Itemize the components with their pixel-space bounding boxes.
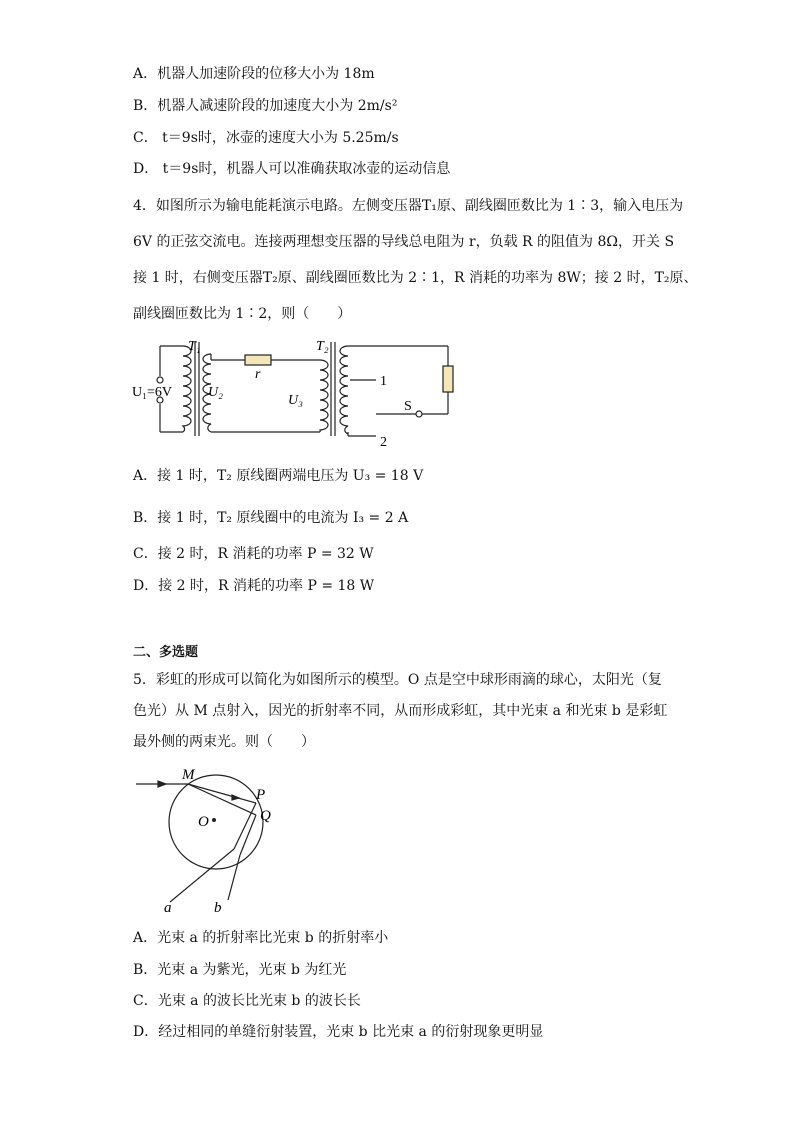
ray-a-label: a (164, 900, 172, 915)
q5-stem-line2: 色光）从 M 点射入，因光的折射率不同，从而形成彩虹，其中光束 a 和光束 b 是彩虹 (133, 703, 668, 719)
switch-label: S (404, 399, 412, 414)
t2-label: T₂ (316, 339, 329, 354)
q5-raindrop-figure (128, 765, 288, 915)
q4-stem-line4: 副线圈匝数比为 1∶2，则（ ） (133, 306, 352, 322)
q4-option-a: A．接 1 时，T₂ 原线圈两端电压为 U₃ = 18 V (133, 468, 424, 484)
t1-label: T₁ (188, 339, 201, 354)
q4-stem-line1: 4．如图所示为输电能耗演示电路。左侧变压器T₁原、副线圈匝数比为 1∶3，输入电压为 (133, 198, 684, 214)
q4-circuit-figure (128, 334, 468, 454)
u1-label: U₁=6V (132, 385, 172, 400)
u2-label: U₂ (208, 385, 223, 400)
q4-option-c: C．接 2 时，R 消耗的功率 P = 32 W (133, 546, 374, 562)
q4-stem-line3: 接 1 时，右侧变压器T₂原、副线圈匝数比为 2∶1，R 消耗的功率为 8W；接 2 时，T₂原、 (133, 270, 698, 286)
q5-option-b: B．光束 a 为紫光，光束 b 为红光 (133, 962, 347, 978)
q3-option-b: B．机器人减速阶段的加速度大小为 2m/s² (133, 98, 398, 114)
q3-option-d: D． t＝9s时，机器人可以准确获取冰壶的运动信息 (133, 161, 451, 177)
q5-stem-line3: 最外侧的两束光。则（ ） (133, 734, 315, 750)
q4-option-d: D．接 2 时，R 消耗的功率 P = 18 W (133, 578, 375, 594)
point-m-label: M (182, 767, 195, 783)
q4-option-b: B．接 1 时，T₂ 原线圈中的电流为 I₃ = 2 A (133, 510, 409, 526)
tap-2-label: 2 (380, 435, 387, 450)
point-q-label: Q (260, 808, 271, 824)
q4-stem-line2: 6V 的正弦交流电。连接两理想变压器的导线总电阻为 r，负载 R 的阻值为 8Ω，开关 S (133, 234, 675, 250)
ray-b-label: b (214, 900, 222, 915)
tap-1-label: 1 (380, 374, 387, 389)
u3-label: U₃ (288, 393, 303, 408)
q3-option-a: A．机器人加速阶段的位移大小为 18m (133, 66, 375, 82)
q5-option-c: C．光束 a 的波长比光束 b 的波长长 (133, 993, 361, 1009)
center-o-label: O (198, 814, 209, 830)
q5-stem-line1: 5．彩虹的形成可以简化为如图所示的模型。O 点是空中球形雨滴的球心，太阳光（复 (133, 672, 662, 688)
section-heading-multi-choice: 二、多选题 (133, 645, 199, 660)
q5-option-d: D．经过相同的单缝衍射装置，光束 b 比光束 a 的衍射现象更明显 (133, 1024, 544, 1040)
q3-option-c: C． t＝9s时，冰壶的速度大小为 5.25m/s (133, 130, 399, 146)
r-label: r (255, 367, 261, 382)
q5-option-a: A．光束 a 的折射率比光束 b 的折射率小 (133, 930, 389, 946)
point-p-label: P (256, 787, 266, 803)
